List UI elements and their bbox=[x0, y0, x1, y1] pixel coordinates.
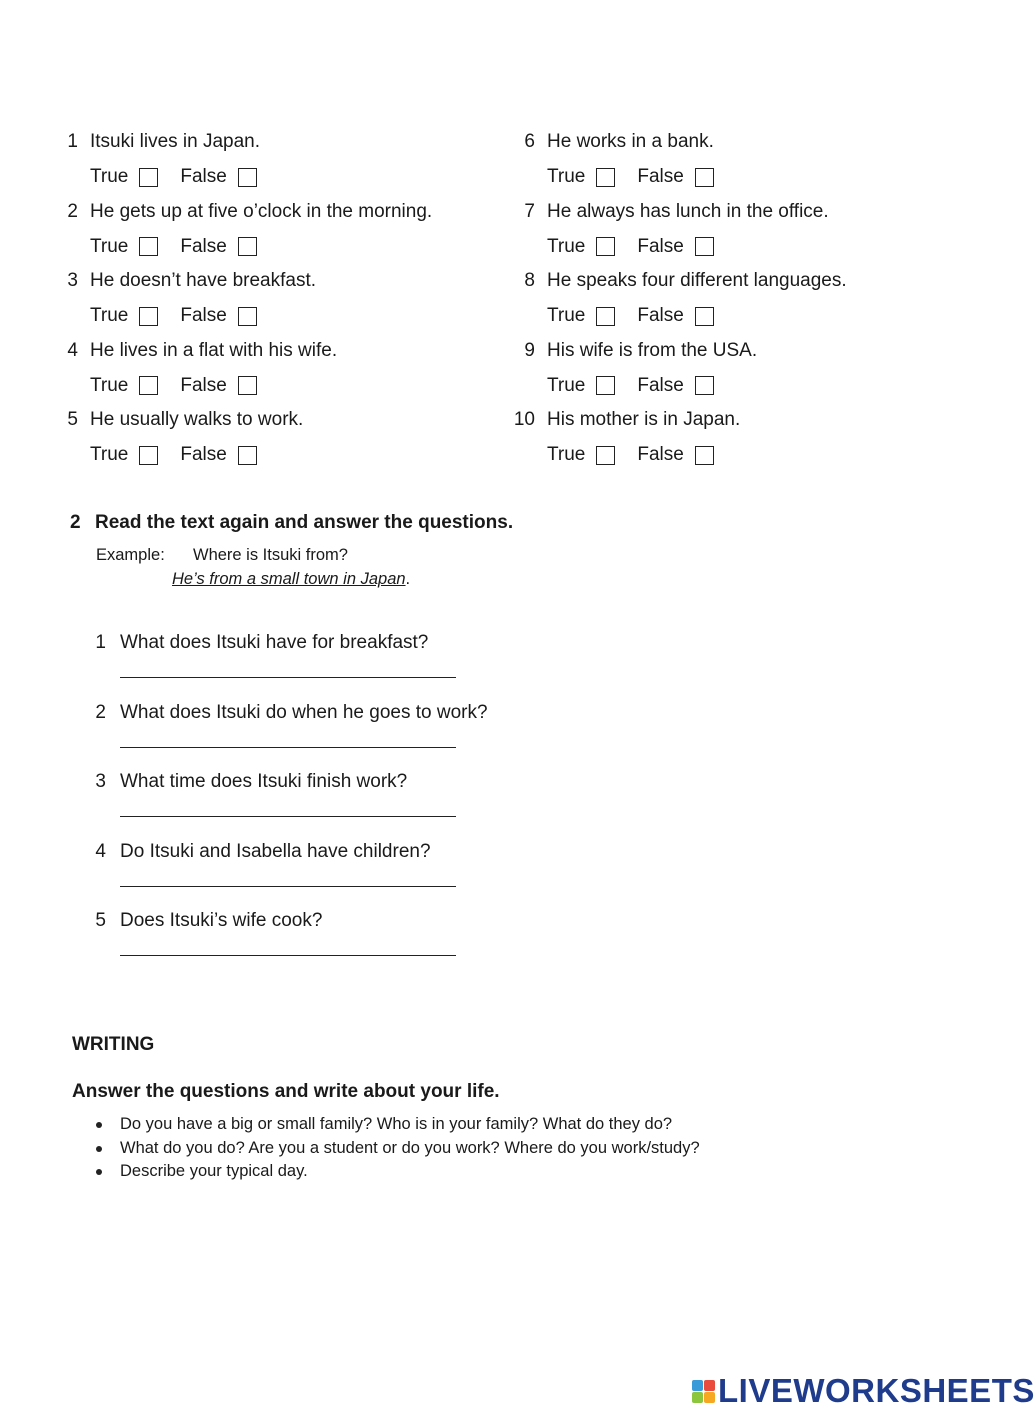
tf-options bbox=[90, 236, 257, 258]
tf-item-number: 8 bbox=[524, 270, 535, 292]
tf-statement: His wife is from the USA. bbox=[547, 339, 758, 361]
false-checkbox[interactable] bbox=[238, 237, 257, 256]
question-number: 4 bbox=[95, 841, 106, 862]
writing-prompt-item bbox=[92, 1160, 700, 1184]
true-checkbox[interactable] bbox=[139, 168, 158, 187]
question-text: Do Itsuki and Isabella have children? bbox=[120, 841, 431, 862]
false-label: False bbox=[637, 305, 684, 327]
true-checkbox[interactable] bbox=[596, 446, 615, 465]
tf-item-number: 3 bbox=[67, 270, 78, 292]
true-false-left-column bbox=[50, 127, 490, 475]
question-number: 3 bbox=[95, 771, 106, 792]
true-checkbox[interactable] bbox=[596, 376, 615, 395]
tf-options bbox=[90, 305, 257, 327]
tf-options bbox=[547, 375, 714, 397]
false-label: False bbox=[637, 235, 684, 257]
answer-blank[interactable] bbox=[120, 747, 456, 748]
example-question: Where is Itsuki from? bbox=[193, 546, 348, 564]
false-checkbox[interactable] bbox=[238, 307, 257, 326]
tf-statement: He speaks four different languages. bbox=[547, 270, 847, 292]
tf-item-number: 9 bbox=[524, 339, 535, 361]
true-checkbox[interactable] bbox=[139, 446, 158, 465]
bullet-icon bbox=[96, 1122, 102, 1128]
false-label: False bbox=[637, 444, 684, 466]
tf-options bbox=[90, 166, 257, 188]
false-checkbox[interactable] bbox=[695, 237, 714, 256]
logo-mark-icon bbox=[692, 1380, 715, 1403]
tf-item-3 bbox=[50, 266, 490, 336]
example-label: Example: bbox=[96, 546, 165, 564]
true-checkbox[interactable] bbox=[139, 307, 158, 326]
tf-item-4 bbox=[50, 336, 490, 406]
tf-statement: He works in a bank. bbox=[547, 131, 714, 152]
true-label: True bbox=[547, 166, 586, 187]
false-label: False bbox=[180, 374, 227, 396]
true-checkbox[interactable] bbox=[596, 237, 615, 256]
tf-statement: Itsuki lives in Japan. bbox=[90, 131, 261, 152]
answer-blank[interactable] bbox=[120, 816, 456, 817]
true-checkbox[interactable] bbox=[139, 376, 158, 395]
liveworksheets-logo bbox=[692, 1372, 1035, 1410]
tf-options bbox=[90, 444, 257, 466]
tf-item-1 bbox=[50, 127, 490, 197]
bullet-icon bbox=[96, 1169, 102, 1175]
bullet-icon bbox=[96, 1146, 102, 1152]
false-checkbox[interactable] bbox=[238, 376, 257, 395]
question-item-5 bbox=[92, 910, 692, 980]
writing-prompt-text: What do you do? Are you a student or do you work? Where do you work/study? bbox=[120, 1138, 700, 1157]
true-label: True bbox=[547, 374, 586, 396]
tf-options bbox=[547, 305, 714, 327]
tf-options bbox=[547, 236, 714, 258]
writing-prompts bbox=[92, 1113, 700, 1184]
tf-statement: He usually walks to work. bbox=[90, 409, 304, 431]
question-item-4 bbox=[92, 841, 692, 911]
writing-prompt-text: Do you have a big or small family? Who is in your family? What do they do? bbox=[120, 1115, 673, 1133]
writing-prompt-text: Describe your typical day. bbox=[120, 1162, 308, 1180]
tf-item-number: 2 bbox=[67, 200, 78, 222]
answer-blank[interactable] bbox=[120, 886, 456, 887]
false-label: False bbox=[637, 374, 684, 396]
writing-title: WRITING bbox=[72, 1034, 155, 1055]
tf-statement: His mother is in Japan. bbox=[547, 409, 741, 431]
tf-item-5 bbox=[50, 405, 490, 475]
example-answer-text: He’s from a small town in Japan bbox=[172, 570, 406, 588]
tf-statement: He lives in a flat with his wife. bbox=[90, 339, 338, 361]
false-checkbox[interactable] bbox=[695, 376, 714, 395]
true-label: True bbox=[90, 374, 129, 396]
tf-options bbox=[547, 166, 714, 188]
false-checkbox[interactable] bbox=[238, 446, 257, 465]
logo-tile-icon bbox=[704, 1380, 715, 1391]
tf-item-10 bbox=[507, 405, 947, 475]
tf-item-number: 6 bbox=[524, 131, 535, 152]
tf-item-number: 7 bbox=[524, 200, 535, 222]
tf-item-number: 10 bbox=[513, 409, 535, 431]
tf-statement: He doesn’t have breakfast. bbox=[90, 270, 317, 292]
writing-subtitle: Answer the questions and write about your life. bbox=[72, 1081, 500, 1102]
false-label: False bbox=[180, 305, 227, 327]
tf-statement: He always has lunch in the office. bbox=[547, 200, 829, 222]
example-answer bbox=[172, 570, 410, 589]
false-label: False bbox=[180, 166, 227, 187]
true-checkbox[interactable] bbox=[596, 168, 615, 187]
question-text: Does Itsuki’s wife cook? bbox=[120, 910, 323, 931]
question-number: 1 bbox=[95, 632, 106, 653]
false-checkbox[interactable] bbox=[238, 168, 257, 187]
false-label: False bbox=[637, 166, 684, 187]
tf-item-2 bbox=[50, 197, 490, 267]
question-text: What time does Itsuki finish work? bbox=[120, 771, 408, 792]
true-label: True bbox=[547, 444, 586, 466]
tf-item-number: 4 bbox=[67, 339, 78, 361]
true-label: True bbox=[90, 166, 129, 187]
question-item-2 bbox=[92, 702, 692, 772]
question-text: What does Itsuki have for breakfast? bbox=[120, 632, 429, 653]
section-2-number: 2 bbox=[70, 512, 81, 533]
logo-tile-icon bbox=[692, 1392, 703, 1403]
section-2-heading: Read the text again and answer the questions. bbox=[95, 512, 514, 533]
question-item-1 bbox=[92, 632, 692, 702]
false-label: False bbox=[180, 235, 227, 257]
tf-item-number: 5 bbox=[67, 409, 78, 431]
tf-options bbox=[90, 375, 257, 397]
true-label: True bbox=[547, 235, 586, 257]
writing-prompt-item bbox=[92, 1137, 700, 1161]
tf-options bbox=[547, 444, 714, 466]
tf-item-9 bbox=[507, 336, 947, 406]
tf-item-8 bbox=[507, 266, 947, 336]
answer-blank[interactable] bbox=[120, 955, 456, 956]
example-answer-period: . bbox=[405, 570, 411, 588]
false-checkbox[interactable] bbox=[695, 168, 714, 187]
tf-statement: He gets up at five o’clock in the morning. bbox=[90, 200, 433, 222]
false-checkbox[interactable] bbox=[695, 446, 714, 465]
logo-tile-icon bbox=[692, 1380, 703, 1391]
tf-item-number: 1 bbox=[67, 131, 78, 152]
tf-item-6 bbox=[507, 127, 947, 197]
question-number: 2 bbox=[95, 702, 106, 723]
true-label: True bbox=[547, 305, 586, 327]
logo-tile-icon bbox=[704, 1392, 715, 1403]
writing-prompt-item bbox=[92, 1113, 700, 1137]
true-checkbox[interactable] bbox=[139, 237, 158, 256]
question-number: 5 bbox=[95, 910, 106, 931]
false-label: False bbox=[180, 444, 227, 466]
question-text: What does Itsuki do when he goes to work? bbox=[120, 702, 488, 723]
false-checkbox[interactable] bbox=[695, 307, 714, 326]
true-label: True bbox=[90, 305, 129, 327]
logo-text: LIVEWORKSHEETS bbox=[718, 1372, 1035, 1409]
true-label: True bbox=[90, 444, 129, 466]
answer-blank[interactable] bbox=[120, 677, 456, 678]
true-checkbox[interactable] bbox=[596, 307, 615, 326]
true-label: True bbox=[90, 235, 129, 257]
tf-item-7 bbox=[507, 197, 947, 267]
true-false-right-column bbox=[507, 127, 947, 475]
question-item-3 bbox=[92, 771, 692, 841]
